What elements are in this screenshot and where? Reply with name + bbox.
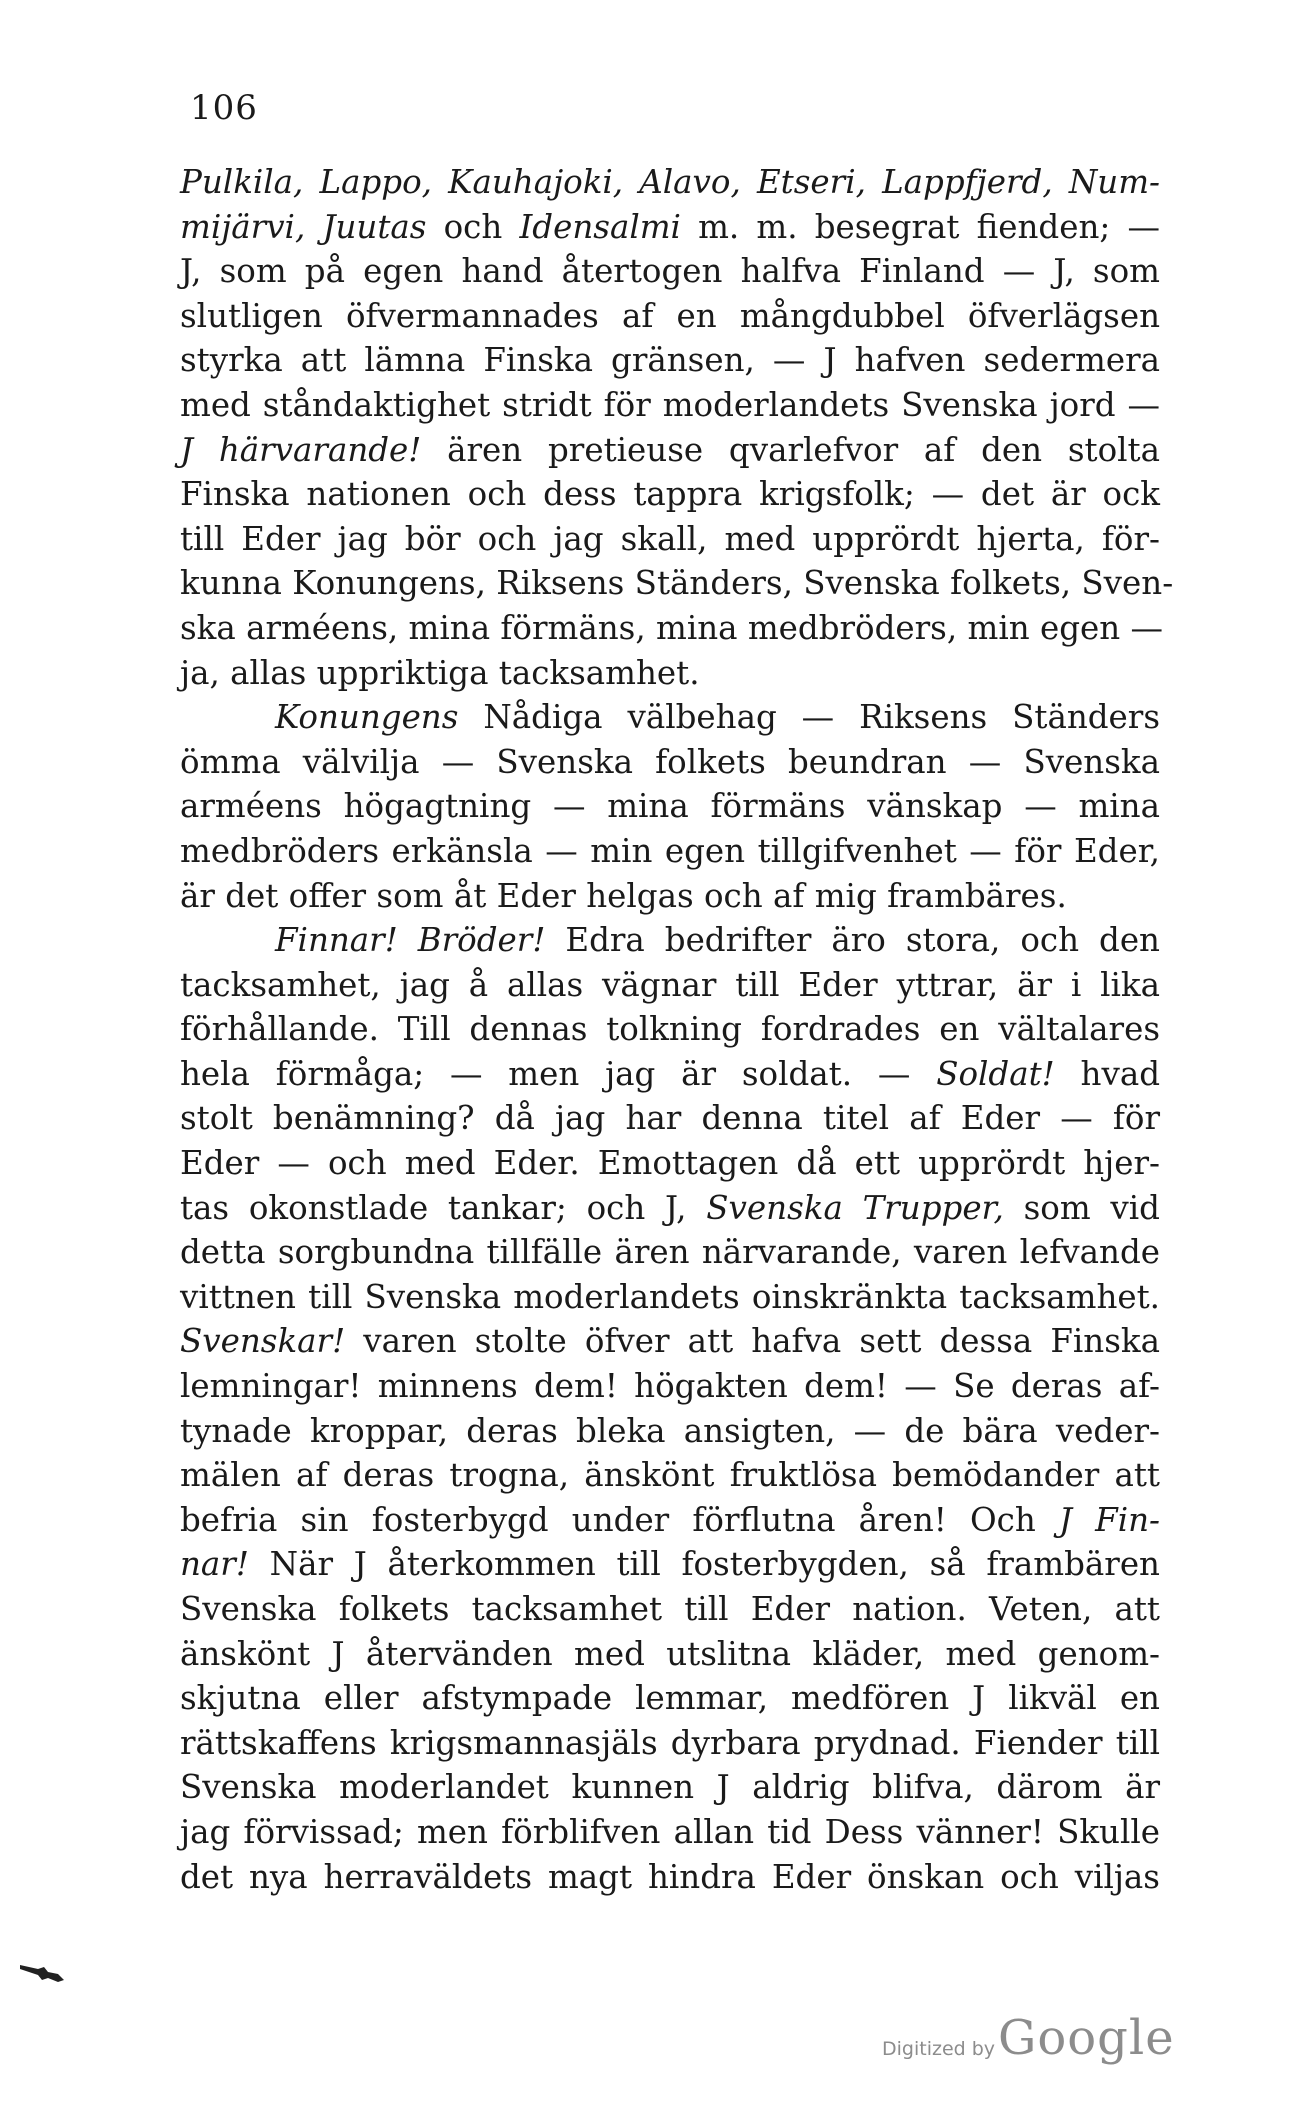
- italic-text: Finnar! Bröder!: [275, 921, 546, 960]
- text-line: [180, 294, 1160, 339]
- text-segment: tynade kroppar, deras bleka ansigten, — de bära veder-: [180, 1411, 1160, 1450]
- text-segment: skjutna eller afstympade lemmar, medfören J likväl en: [180, 1679, 1160, 1718]
- text-segment: jag förvissad; men förblifven allan tid Dess vänner! Skulle: [180, 1812, 1160, 1851]
- text-segment: slutligen öfvermannades af en mångdubbel öfverlägsen: [180, 296, 1160, 335]
- pointing-hand-icon: [18, 1960, 66, 1986]
- text-segment: är det offer som åt Eder helgas och af mig frambäres.: [180, 876, 1067, 915]
- text-line: [180, 472, 1160, 517]
- text-segment: änskönt J återvänden med utslitna kläder, med genom-: [180, 1634, 1160, 1673]
- text-line: [180, 1810, 1160, 1855]
- text-segment: varen stolte öfver att hafva sett dessa Finska: [345, 1322, 1160, 1361]
- text-segment: tas okonstlade tankar; och J,: [180, 1188, 707, 1227]
- text-segment: stolt benämning? då jag har denna titel af Eder — för: [180, 1099, 1160, 1138]
- text-line: [180, 338, 1160, 383]
- text-line: [180, 205, 1160, 250]
- text-line: [180, 1007, 1160, 1052]
- text-line: [180, 1319, 1160, 1364]
- italic-text: J härvarande!: [180, 430, 422, 469]
- text-segment: m. m. besegrat fienden; —: [680, 207, 1160, 246]
- text-segment: tacksamhet, jag å allas vägnar till Eder yttrar, är i lika: [180, 965, 1160, 1004]
- text-segment: När J återkommen till fosterbygden, så frambären: [248, 1545, 1160, 1584]
- text-line: [180, 1855, 1160, 1900]
- google-wordmark: Google: [998, 2010, 1175, 2066]
- text-line: [180, 784, 1160, 829]
- digitized-by-google-watermark: [880, 2008, 1175, 2070]
- text-segment: ska arméens, mina förmäns, mina medbröders, min egen —: [180, 608, 1164, 647]
- text-segment: Finska nationen och dess tappra krigsfolk; — det är ock: [180, 475, 1160, 514]
- text-segment: ja, allas uppriktiga tacksamhet.: [180, 653, 700, 692]
- text-line: [180, 651, 1160, 696]
- text-line: [180, 1632, 1160, 1677]
- text-segment: och: [426, 207, 520, 246]
- text-line: [180, 1453, 1160, 1498]
- text-line: [180, 1676, 1160, 1721]
- text-line: [180, 606, 1164, 651]
- text-line: [180, 740, 1160, 785]
- text-segment: med ståndaktighet stridt för moderlandets Svenska jord —: [180, 385, 1160, 424]
- page-number: 106: [190, 88, 258, 128]
- text-segment: ären pretieuse qvarlefvor af den stolta: [421, 430, 1160, 469]
- text-segment: Nådiga välbehag — Riksens Ständers: [458, 698, 1160, 737]
- text-line: [180, 1498, 1160, 1543]
- text-segment: befria sin fosterbygd under förflutna åren! Och: [180, 1500, 1059, 1539]
- italic-text: Pulkila, Lappo, Kauhajoki, Alavo, Etseri, Lappfjerd, Num-: [180, 163, 1160, 201]
- text-line: [180, 1364, 1160, 1409]
- text-segment: hela förmåga; — men jag är soldat. —: [180, 1054, 937, 1093]
- text-line: [180, 160, 1160, 205]
- text-segment: detta sorgbundna tillfälle ären närvarande, varen lefvande: [180, 1233, 1160, 1272]
- text-line: [180, 1230, 1160, 1275]
- text-segment: J, som på egen hand återtogen halfva Finland — J, som: [180, 252, 1160, 291]
- watermark-prefix: Digitized by: [882, 2038, 996, 2060]
- text-segment: det nya herraväldets magt hindra Eder önskan och viljas: [180, 1857, 1160, 1896]
- text-segment: Svenska folkets tacksamhet till Eder nation. Veten, att: [180, 1590, 1160, 1628]
- text-line: [180, 517, 1160, 562]
- italic-text: J Fin-: [1058, 1500, 1160, 1539]
- text-line: [180, 695, 1160, 740]
- text-segment: medbröders erkänsla — min egen tillgifvenhet — för Eder,: [180, 831, 1160, 870]
- text-line: [180, 1096, 1160, 1141]
- text-segment: arméens högagtning — mina förmäns vänskap — mina: [180, 787, 1160, 826]
- text-line: [180, 249, 1160, 294]
- text-line: [180, 428, 1160, 473]
- text-line: [180, 1587, 1160, 1632]
- text-line: [180, 874, 1160, 919]
- italic-text: nar!: [180, 1545, 249, 1584]
- text-line: [180, 1141, 1160, 1186]
- text-line: [180, 1409, 1160, 1454]
- text-line: [180, 1052, 1160, 1097]
- text-line: [180, 1275, 1160, 1320]
- text-line: [180, 829, 1160, 874]
- text-segment: rättskaffens krigsmannasjäls dyrbara prydnad. Fiender till: [180, 1723, 1160, 1762]
- text-segment: mälen af deras trogna, änskönt fruktlösa bemödander att: [180, 1456, 1160, 1495]
- text-segment: Eder — och med Eder. Emottagen då ett upprördt hjer-: [180, 1144, 1160, 1183]
- text-segment: styrka att lämna Finska gränsen, — J hafven sedermera: [180, 341, 1160, 380]
- text-line: [180, 963, 1160, 1008]
- text-segment: Edra bedrifter äro stora, och den: [545, 921, 1160, 960]
- text-segment: ömma välvilja — Svenska folkets beundran — Svenska: [180, 742, 1160, 781]
- italic-text: Konungens: [275, 698, 459, 737]
- text-line: [180, 1542, 1160, 1587]
- italic-text: Soldat!: [936, 1054, 1055, 1093]
- italic-text: mijärvi, Juutas: [180, 207, 427, 246]
- text-segment: till Eder jag bör och jag skall, med upprördt hjerta, för-: [180, 519, 1160, 558]
- text-segment: kunna Konungens, Riksens Ständers, Svenska folkets, Sven-: [180, 564, 1174, 603]
- text-line: [180, 1721, 1160, 1766]
- text-segment: vittnen till Svenska moderlandets oinskränkta tacksamhet.: [180, 1277, 1160, 1316]
- text-segment: lemningar! minnens dem! högakten dem! — Se deras af-: [180, 1367, 1160, 1406]
- body-text: [180, 160, 1174, 1899]
- text-segment: Svenska moderlandet kunnen J aldrig blifva, därom är: [180, 1768, 1160, 1807]
- italic-text: Svenskar!: [180, 1322, 346, 1361]
- text-line: [180, 1765, 1160, 1810]
- italic-text: Svenska Trupper,: [706, 1188, 1004, 1227]
- text-segment: som vid: [1003, 1188, 1160, 1227]
- text-line: [180, 561, 1174, 606]
- text-segment: förhållande. Till dennas tolkning fordrades en vältalares: [180, 1010, 1160, 1049]
- italic-text: Idensalmi: [519, 207, 681, 246]
- text-line: [180, 1186, 1160, 1231]
- text-line: [180, 918, 1160, 963]
- text-segment: hvad: [1054, 1054, 1160, 1093]
- text-line: [180, 383, 1160, 428]
